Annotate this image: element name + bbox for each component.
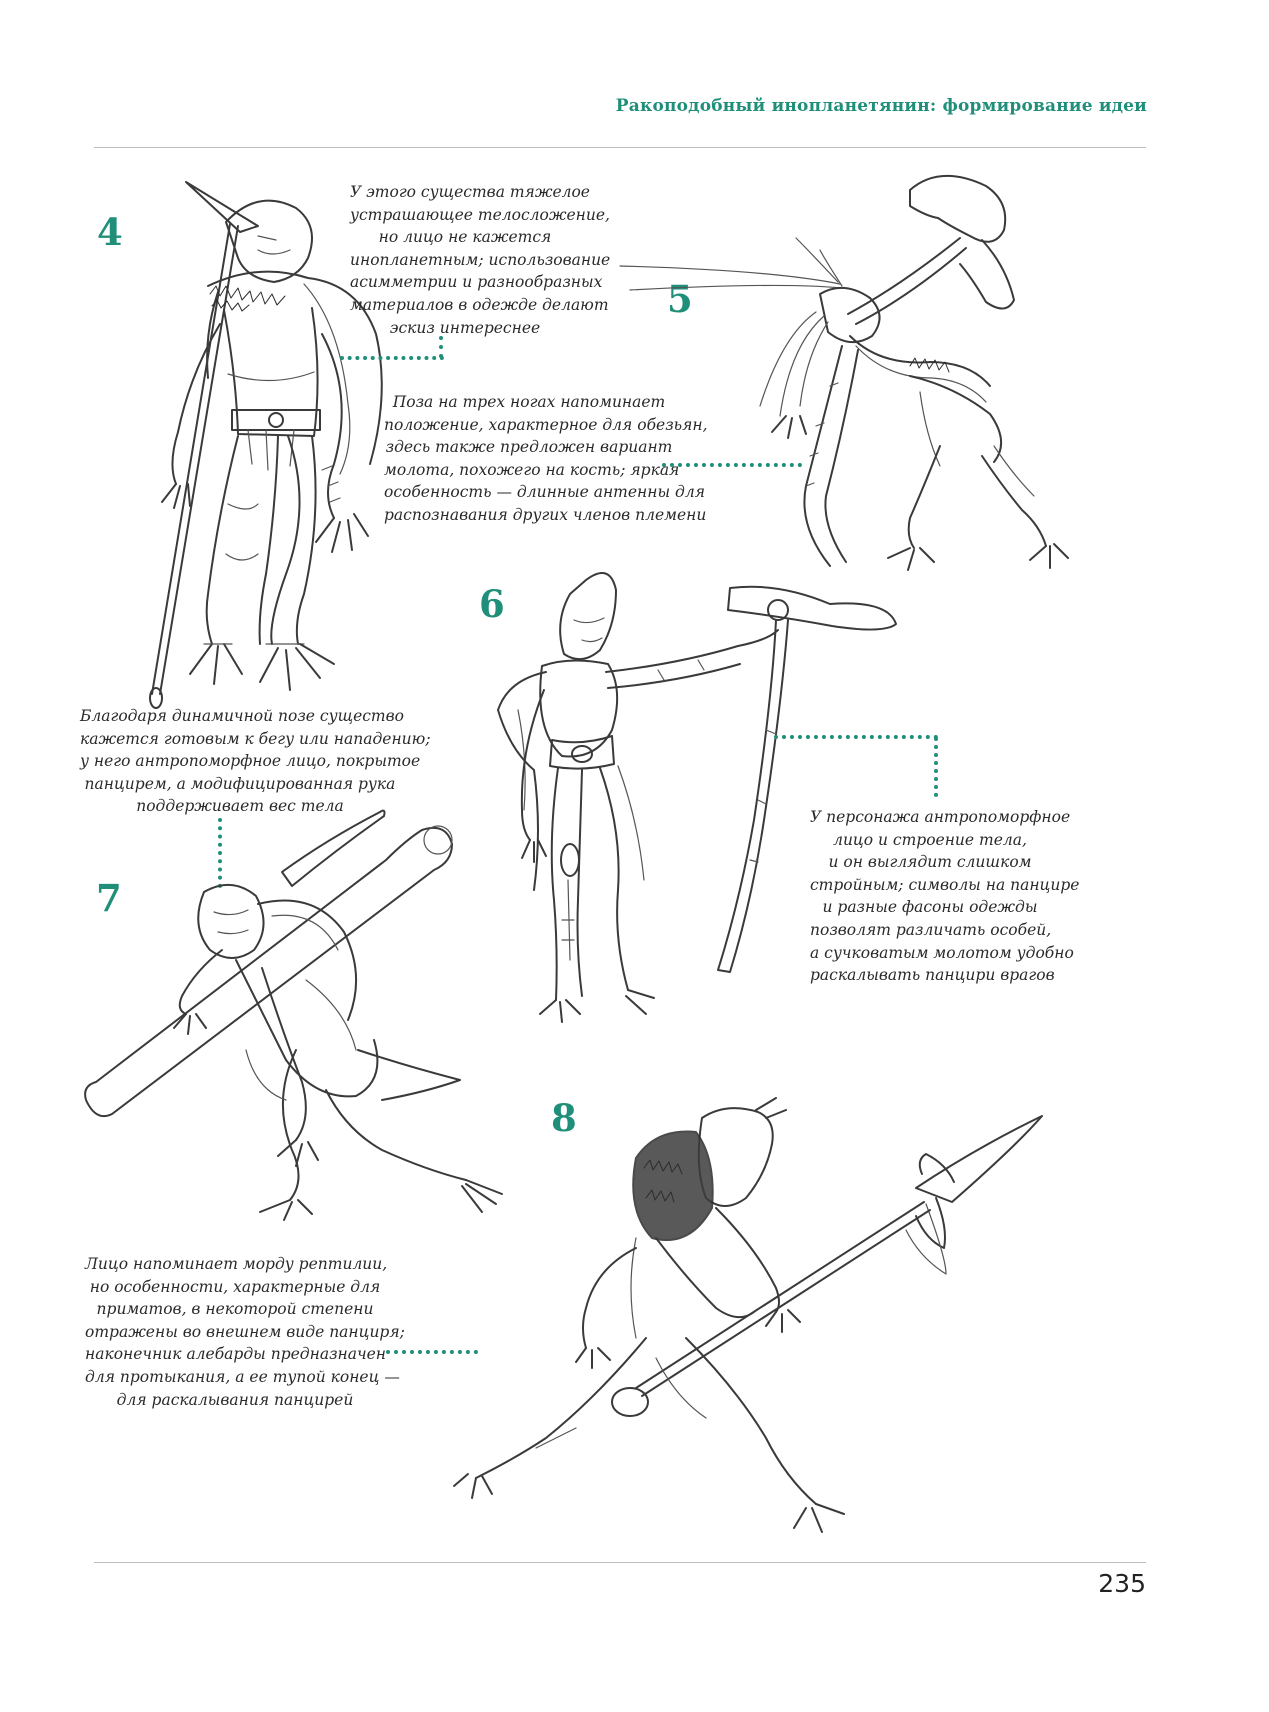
caption-line: положение, характерное для обезьян, [384,415,708,434]
leader-line-6-drop [934,737,938,797]
caption-line: поддерживает вес тела [136,797,344,816]
leader-line-8 [386,1350,478,1354]
bottom-rule [94,1562,1146,1563]
caption-line: распознавания других членов племени [384,505,707,524]
caption-line: для раскалывания панцирей [116,1390,354,1409]
caption-line: Поза на трех ногах напоминает [392,393,666,411]
leader-line-4 [340,356,444,360]
caption-line: приматов, в некоторой степени [96,1300,374,1319]
sketch-number-4: 4 [97,210,123,254]
leader-line-6 [774,735,938,739]
caption-line: устрашающее телосложение, [350,205,610,224]
caption-line: особенность — длинные антенны для [384,483,705,502]
caption-line: но особенности, характерные для [89,1277,381,1296]
caption-line: инопланетным; использование [350,250,611,269]
caption-line: для протыкания, а ее тупой конец — [85,1367,400,1386]
running-head: Ракоподобный инопланетянин: формирование идеи [615,96,1147,116]
caption-line: лицо и строение тела, [833,830,1027,849]
caption-line: и он выглядит слишком [828,853,1032,872]
caption-line: У этого существа тяжелое [350,183,590,201]
caption-line: Благодаря динамичной позе существо [80,707,404,725]
caption-line: и разные фасоны одежды [822,898,1038,917]
caption-4 [350,181,611,339]
page-number: 235 [1098,1569,1146,1598]
caption-6 [810,806,1080,987]
caption-line: а сучковатым молотом удобно [810,943,1074,962]
caption-line: Лицо напоминает морду рептилии, [85,1255,388,1273]
caption-line: асимметрии и разнообразных [350,273,603,292]
caption-line: материалов в одежде делают [350,295,609,314]
caption-line: молота, похожего на кость; яркая [384,460,680,479]
caption-line: стройным; символы на панцире [810,875,1080,894]
leader-line-4-riser [439,336,443,358]
top-rule [94,147,1146,148]
sketch-8-creature-drawing [476,1098,1066,1552]
caption-line: позволят различать особей, [810,920,1052,939]
caption-8 [85,1253,405,1411]
caption-line: но лицо не кажется [378,228,552,247]
sketch-number-8: 8 [551,1096,577,1140]
caption-line: наконечник алебарды предназначен [85,1345,387,1364]
caption-line: эскиз интереснее [389,318,541,337]
caption-line: У персонажа антропоморфное [810,808,1071,826]
sketch-number-5: 5 [667,277,693,321]
sketch-number-7: 7 [96,876,122,920]
caption-line: панцирем, а модифицированная рука [84,774,396,793]
sketch-number-6: 6 [479,582,505,626]
caption-5 [384,391,708,527]
caption-line: кажется готовым к бегу или нападению; [80,729,431,748]
caption-line: у него антропоморфное лицо, покрытое [80,752,421,771]
caption-line: здесь также предложен вариант [385,438,673,457]
leader-line-5 [662,463,802,467]
caption-line: раскалывать панцири врагов [810,966,1055,985]
caption-line: отражены во внешнем виде панциря; [85,1322,405,1341]
